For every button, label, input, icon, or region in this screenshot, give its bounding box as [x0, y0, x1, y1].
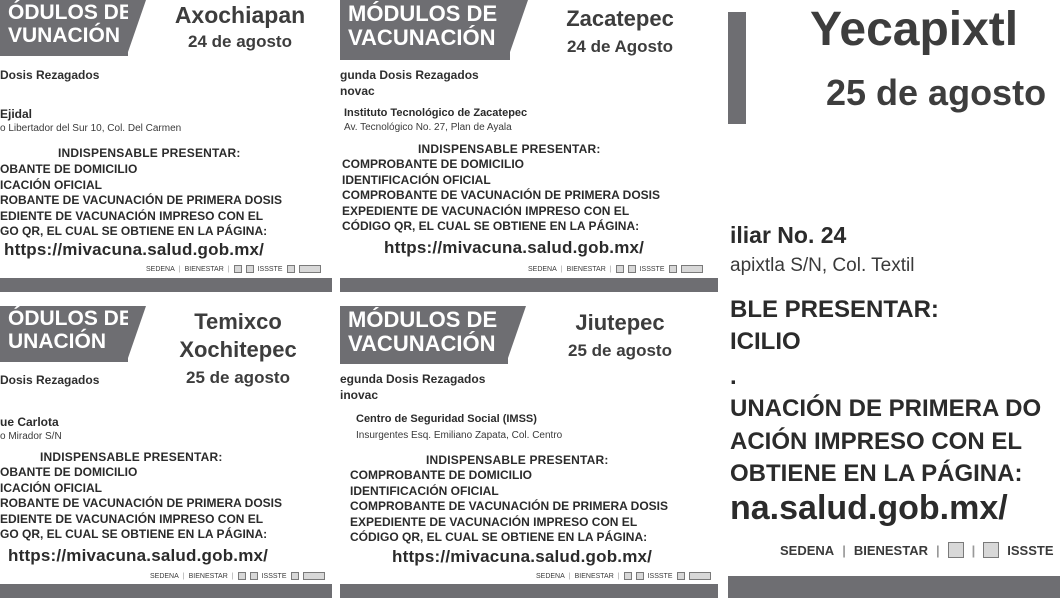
requirement-item: CÓDIGO QR, EL CUAL SE OBTIENE EN LA PÁGINA: [342, 219, 640, 234]
event-date: 25 de agosto [186, 368, 290, 387]
footer-bar [0, 584, 332, 598]
city-name: Temixco Xochitepec [179, 309, 297, 362]
event-date: 25 de agosto [826, 72, 1047, 113]
seal-icon [250, 572, 258, 580]
vaccine-url: na.salud.gob.mx/ [730, 489, 1008, 527]
issste-logo: ISSSTE [647, 572, 673, 580]
poster-jiutepec [340, 306, 718, 598]
bienestar-logo: BIENESTAR [188, 572, 228, 580]
dose-subtitle: gunda Dosis Rezagados novac [340, 68, 479, 98]
poster-zacatepec [340, 0, 718, 292]
requirements-title: INDISPENSABLE PRESENTAR: [40, 450, 223, 464]
sedena-logo: SEDENA [780, 542, 835, 558]
building-icon [669, 265, 677, 273]
event-date: 24 de agosto [188, 32, 292, 51]
building-icon [291, 572, 299, 580]
building-icon [287, 265, 295, 273]
requirement-item: EXPEDIENTE DE VACUNACIÓN IMPRESO CON EL [350, 514, 638, 529]
poster-banner: MÓDULOS DE VACUNACIÓN [340, 0, 510, 60]
venue-name: Ejidal [0, 107, 33, 121]
requirements-title: INDISPENSABLE PRESENTAR: [426, 453, 609, 467]
requirement-item: CÓDIGO QR, EL CUAL SE OBTIENE EN LA PÁGINA: [350, 530, 648, 545]
requirement-item: ICILIO [730, 328, 801, 356]
requirements-title: INDISPENSABLE PRESENTAR: [58, 146, 241, 160]
requirement-item: COMPROBANTE DE VACUNACIÓN DE PRIMERA DOSIS [342, 188, 661, 203]
issste-logo: ISSSTE [261, 572, 287, 580]
vaccine-url: https://mivacuna.salud.gob.mx/ [384, 238, 645, 257]
city-name: Jiutepec [575, 310, 665, 335]
dose-subtitle: Dosis Rezagados [0, 373, 100, 387]
sedena-logo: SEDENA [536, 572, 565, 580]
sedena-logo: SEDENA [150, 572, 179, 580]
institution-logos: SEDENA | BIENESTAR | | ISSSTE [780, 542, 1054, 558]
issste-logo: ISSSTE [639, 265, 665, 273]
venue-address: o Libertador del Sur 10, Col. Del Carmen [0, 123, 182, 134]
requirement-item: GO QR, EL CUAL SE OBTIENE EN LA PÁGINA: [0, 527, 268, 542]
issste-logo: ISSSTE [1007, 542, 1054, 558]
event-date: 25 de agosto [568, 341, 672, 360]
venue-name: ue Carlota [0, 415, 59, 429]
requirement-item: ICACIÓN OFICIAL [0, 480, 102, 495]
requirement-item: EDIENTE DE VACUNACIÓN IMPRESO CON EL [0, 208, 264, 223]
event-date: 24 de Agosto [566, 37, 674, 56]
bienestar-logo: BIENESTAR [574, 572, 614, 580]
requirement-item: COMPROBANTE DE DOMICILIO [350, 468, 532, 482]
imss-icon [624, 572, 632, 580]
city-name: Axochiapan [174, 2, 306, 28]
requirement-item: COMPROBANTE DE VACUNACIÓN DE PRIMERA DOSIS [350, 499, 669, 514]
venue-address: o Mirador S/N [0, 431, 62, 442]
requirements-title: INDISPENSABLE PRESENTAR: [418, 142, 601, 156]
imss-icon [234, 265, 242, 273]
requirement-item: COMPROBANTE DE DOMICILIO [342, 157, 524, 171]
requirement-item: ROBANTE DE VACUNACIÓN DE PRIMERA DOSIS [0, 496, 283, 511]
venue-address: apixtla S/N, Col. Textil [730, 255, 915, 276]
footer-bar [340, 584, 718, 598]
poster-yecapixtla [728, 0, 1060, 598]
requirements-list [350, 468, 668, 546]
poster-banner: MÓDULOS DE VACUNACIÓN [340, 306, 508, 364]
city-name: Zacatepec [566, 6, 674, 31]
health-icon [689, 572, 711, 580]
footer-bar [728, 576, 1060, 598]
poster-temixco-xochitepec [0, 306, 332, 598]
venue-name: Centro de Seguridad Social (IMSS) [356, 413, 537, 425]
vaccine-url: https://mivacuna.salud.gob.mx/ [4, 240, 265, 259]
issste-logo: ISSSTE [257, 265, 283, 273]
requirements-list [0, 465, 282, 543]
poster-banner: ÓDULOS DE VUNACIÓN [0, 0, 128, 56]
venue-name: Instituto Tecnológico de Zacatepec [344, 107, 528, 119]
venue-address: Av. Tecnológico No. 27, Plan de Ayala [344, 122, 512, 133]
health-icon [681, 265, 703, 273]
requirement-item: UNACIÓN DE PRIMERA DO [730, 395, 1042, 423]
city-name: Yecapixtl [810, 3, 1019, 56]
sedena-logo: SEDENA [146, 265, 175, 273]
imss-icon [948, 542, 964, 558]
poster-axochiapan [0, 0, 332, 292]
seal-icon [983, 542, 999, 558]
poster-banner-edge [728, 12, 746, 124]
dose-subtitle: Dosis Rezagados [0, 68, 100, 82]
requirements-list [0, 162, 282, 240]
seal-icon [246, 265, 254, 273]
bienestar-logo: BIENESTAR [184, 265, 224, 273]
venue-name: iliar No. 24 [730, 222, 847, 248]
building-icon [677, 572, 685, 580]
requirement-item: EDIENTE DE VACUNACIÓN IMPRESO CON EL [0, 511, 264, 526]
imss-icon [616, 265, 624, 273]
imss-icon [238, 572, 246, 580]
requirement-item: ROBANTE DE VACUNACIÓN DE PRIMERA DOSIS [0, 193, 283, 208]
requirement-item: OBTIENE EN LA PÁGINA: [730, 459, 1023, 487]
vaccine-url: https://mivacuna.salud.gob.mx/ [392, 547, 653, 566]
requirement-item: ICACIÓN OFICIAL [0, 177, 102, 192]
requirement-item: OBANTE DE DOMICILIO [0, 162, 138, 176]
requirements-title: BLE PRESENTAR: [730, 296, 939, 323]
requirement-item: EXPEDIENTE DE VACUNACIÓN IMPRESO CON EL [342, 203, 630, 218]
requirement-item: OBANTE DE DOMICILIO [0, 465, 138, 479]
requirement-item: IDENTIFICACIÓN OFICIAL [350, 483, 499, 498]
seal-icon [636, 572, 644, 580]
requirements-list [730, 294, 1041, 490]
bienestar-logo: BIENESTAR [853, 542, 928, 558]
health-icon [303, 572, 325, 580]
institution-logos: SEDENA | BIENESTAR | ISSSTE [146, 265, 321, 273]
requirement-item: GO QR, EL CUAL SE OBTIENE EN LA PÁGINA: [0, 224, 268, 239]
institution-logos: SEDENA | BIENESTAR | ISSSTE [150, 572, 325, 580]
bienestar-logo: BIENESTAR [566, 265, 606, 273]
institution-logos: SEDENA | BIENESTAR | ISSSTE [536, 572, 711, 580]
footer-bar [340, 278, 718, 292]
venue-address: Insurgentes Esq. Emiliano Zapata, Col. Centro [356, 430, 563, 441]
requirements-list [342, 157, 660, 235]
footer-bar [0, 278, 332, 292]
vaccine-url: https://mivacuna.salud.gob.mx/ [8, 546, 269, 565]
dose-subtitle: egunda Dosis Rezagados inovac [340, 372, 486, 402]
health-icon [299, 265, 321, 273]
seal-icon [628, 265, 636, 273]
requirement-item: ACIÓN IMPRESO CON EL [730, 427, 1023, 455]
requirement-item: . [730, 362, 737, 390]
institution-logos: SEDENA | BIENESTAR | ISSSTE [528, 265, 703, 273]
requirement-item: IDENTIFICACIÓN OFICIAL [342, 172, 491, 187]
poster-banner: ÓDULOS DE UNACIÓN [0, 306, 128, 362]
sedena-logo: SEDENA [528, 265, 557, 273]
